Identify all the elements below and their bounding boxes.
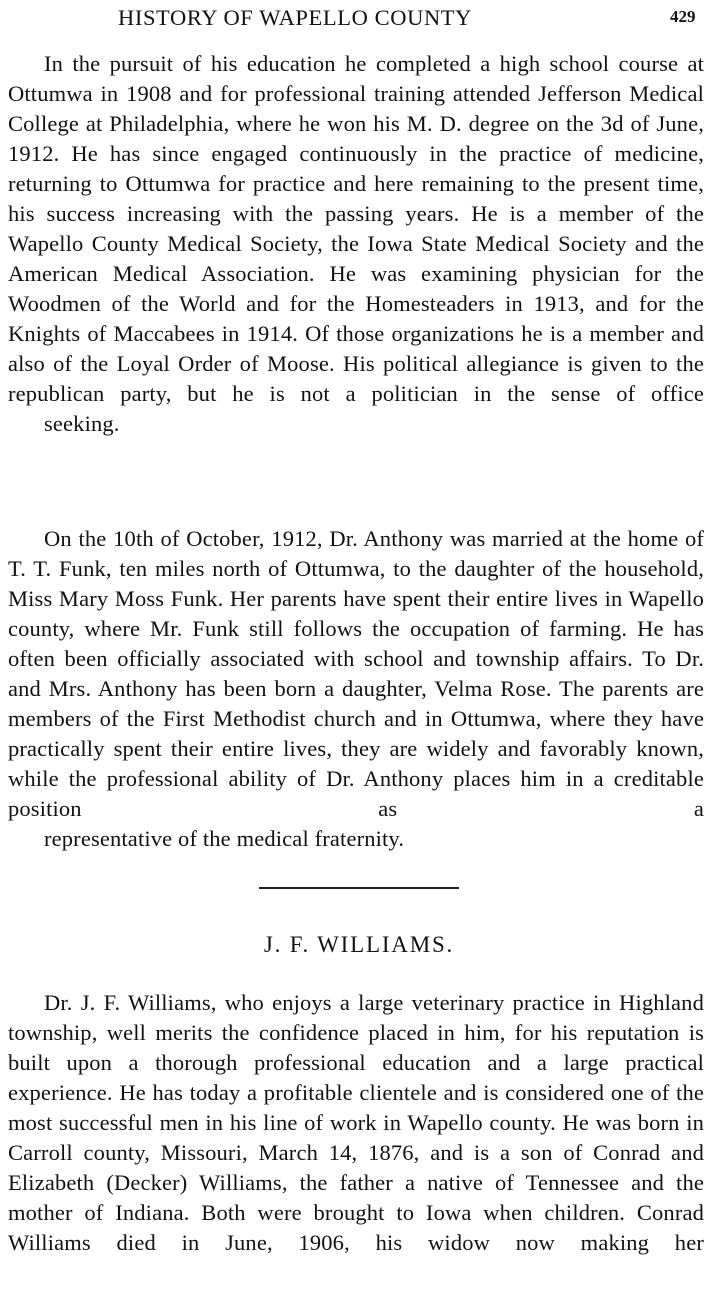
running-head-title: HISTORY OF WAPELLO COUNTY bbox=[118, 5, 472, 30]
paragraph-education bbox=[8, 49, 704, 439]
section-divider bbox=[259, 887, 459, 889]
page-number: 429 bbox=[670, 7, 696, 26]
paragraph-body: On the 10th of October, 1912, Dr. Anthony was married at the home of T. T. Funk, ten miles north of Ottumwa, to the daughter of the household, Miss Mary Moss Funk. Her parents have spent their entire lives in Wapello county, where Mr. Funk still follows the occupation of farming. He has often been officially associated with school and township affairs. To Dr. and Mrs. Anthony has been born a daughter, Velma Rose. The parents are members of the First Methodist church and in Ottumwa, where they have practically spent their entire lives, they are widely and favorably known, while the professional ability of Dr. Anthony places him in a creditable position as a bbox=[8, 526, 704, 821]
section-title: J. F. WILLIAMS. bbox=[263, 932, 455, 957]
paragraph-body: In the pursuit of his education he completed a high school course at Ottumwa in 1908 and for professional training attended Jefferson Medical College at Philadelphia, where he won his M. D. degree on the 3d of June, 1912. He has since engaged continuously in the practice of medicine, returning to Ottumwa for practice and here remaining to the present time, his success increasing with the passing years. He is a member of the Wapello County Medical Society, the Iowa State Medical Society and the American Medical Association. He was examining physician for the Woodmen of the World and for the Homesteaders in 1913, and for the Knights of Maccabees in 1914. Of those organizations he is a member and also of the Loyal Order of Moose. His political allegiance is given to the republican party, but he is not a politician in the sense of office bbox=[8, 51, 704, 406]
paragraph-williams-bio: Dr. J. F. Williams, who enjoys a large veterinary practice in Highland township, well merits the confidence placed in him, for his reputation is built upon a thorough professional education and a large practical experience. He has today a profitable clientele and is considered one of the most successful men in his line of work in Wapello county. He was born in Carroll county, Missouri, March 14, 1876, and is a son of Conrad and Elizabeth (Decker) Williams, the father a native of Tennessee and the mother of Indiana. Both were brought to Iowa when children. Conrad Williams died in June, 1906, his widow now making her bbox=[8, 990, 704, 1255]
paragraph-last-line: representative of the medical fraternity. bbox=[44, 826, 405, 851]
paragraph-last-line: seeking. bbox=[44, 411, 120, 436]
paragraph-marriage bbox=[8, 524, 704, 854]
